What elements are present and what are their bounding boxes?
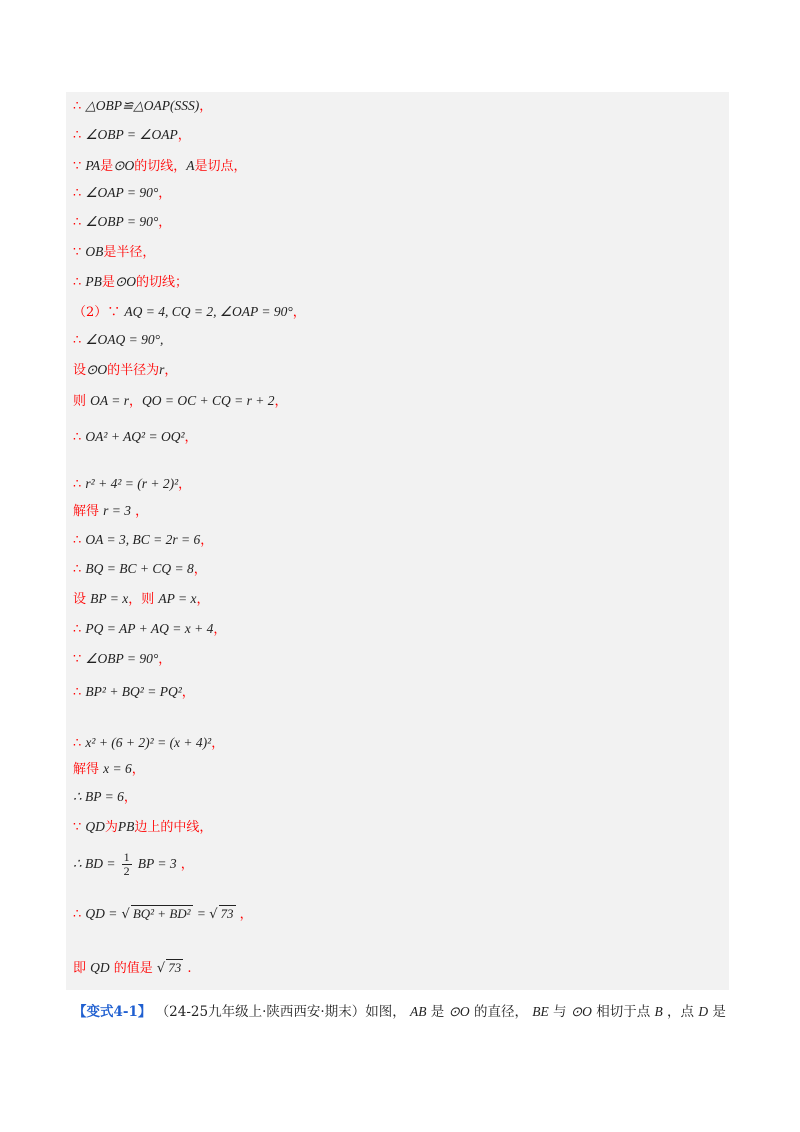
solution-text: 是 (100, 159, 114, 174)
solution-line (73, 389, 288, 413)
solution-line (73, 757, 145, 781)
solution-math: ∠OBP = 90° (85, 651, 159, 666)
solution-line (73, 328, 163, 352)
solution-math: BP = x (90, 591, 129, 606)
solution-math: QD (85, 819, 105, 834)
solution-text: ， (211, 736, 225, 751)
sqrt-sign-icon: √ (156, 961, 166, 976)
solution-text: ， (181, 685, 195, 700)
solution-math: x = 6 (103, 761, 132, 776)
problem-source: （24-25九年级上·陕西西安·期末）如图， (155, 1004, 406, 1020)
solution-math: ∠OBP = 90° (85, 214, 159, 229)
solution-text: ， (177, 128, 191, 143)
solution-math: ∠OAQ = 90°, (85, 332, 164, 347)
solution-line (73, 94, 212, 118)
solution-math: ⊙O (114, 274, 136, 289)
solution-math: ⊙O (113, 158, 135, 173)
solution-math: r (159, 362, 165, 377)
footer-text-3: 与 (553, 1004, 567, 1020)
solution-line (73, 181, 171, 205)
solution-math: r² + 4² = (r + 2)² (85, 476, 179, 491)
footer-text-2: 的直径， (473, 1004, 528, 1020)
solution-line (73, 300, 306, 324)
qd-line-tail: ， (239, 907, 253, 922)
solution-line (73, 731, 224, 755)
solution-text: ∴ (73, 622, 86, 637)
solution-text: 设 (73, 592, 91, 607)
solution-line (73, 425, 198, 449)
solution-text: ∴ (73, 215, 86, 230)
solution-math: ∠OBP = ∠OAP (85, 127, 178, 142)
solution-line (73, 240, 155, 264)
footer-math-b: B (654, 1004, 663, 1019)
solution-math: BQ = BC + CQ = 8 (85, 561, 194, 576)
solution-text: ， (164, 363, 178, 378)
one-half-fraction (122, 851, 132, 878)
solution-math: ⊙O (86, 362, 108, 377)
sqrt-sign-icon: √ (121, 907, 130, 922)
solution-text: ， (184, 430, 198, 445)
solution-text: ∵ (73, 820, 86, 835)
radicand-bq-bd: BQ² + BD² (132, 906, 191, 921)
solution-text: ∴ (73, 128, 86, 143)
next-problem-footer (73, 1000, 726, 1024)
solution-math: BP² + BQ² = PQ² (85, 684, 182, 699)
solution-text: ， (292, 305, 306, 320)
solution-line (73, 557, 207, 581)
solution-math: ∴ BP = 6 (73, 789, 124, 804)
solution-text: ， (200, 533, 214, 548)
solution-text: 是 (101, 275, 115, 290)
radicand-73: 73 (220, 906, 234, 921)
solution-line (73, 528, 213, 552)
solution-text: ， (158, 215, 172, 230)
solution-text: ， (196, 592, 210, 607)
solution-line (73, 647, 171, 671)
solution-text: ， (131, 504, 149, 519)
solution-math: AQ = 4, CQ = 2, ∠OAP = 90° (124, 304, 293, 319)
bd-tail: ， (180, 857, 194, 872)
fraction-numerator: 1 (123, 850, 130, 864)
solution-text: 边上的中线， (134, 820, 213, 835)
answer-period: . (187, 961, 192, 976)
solution-text: 是切点， (194, 159, 247, 174)
solution-line (73, 617, 226, 641)
solution-text: 为 (104, 820, 118, 835)
solution-text: 的半径为 (107, 363, 160, 378)
solution-text: ∴ (73, 477, 86, 492)
solution-math: OA = 3, BC = 2r = 6 (85, 532, 201, 547)
solution-math: PB (85, 274, 102, 289)
solution-text: （2）∵ (73, 305, 125, 320)
bd-fraction-line (73, 850, 194, 878)
solution-line (73, 499, 148, 523)
solution-line (73, 270, 188, 294)
solution-text: ， (158, 186, 172, 201)
solution-text: ∴ (73, 99, 86, 114)
solution-text: ， (274, 394, 288, 409)
solution-math: OB (85, 244, 104, 259)
solution-line (73, 815, 212, 839)
footer-text-1: 是 (430, 1004, 445, 1020)
answer-middle: 的值是 (113, 961, 157, 976)
solution-math: r = 3 (103, 503, 132, 518)
solution-text: ∴ (73, 562, 86, 577)
footer-math-ab: AB (410, 1004, 427, 1019)
bd-post: BP = 3 (137, 856, 177, 871)
solution-text: 的切线， (134, 159, 187, 174)
solution-math: △OBP≌△OAP(SSS) (85, 98, 200, 113)
solution-text: 解得 (73, 504, 104, 519)
solution-text: ， (158, 652, 172, 667)
solution-line (73, 210, 171, 234)
solution-text: ，则 (128, 592, 159, 607)
solution-text: ， (131, 762, 145, 777)
footer-math-be: BE (532, 1004, 549, 1019)
variant-tag: 【变式4-1】 (73, 1004, 152, 1020)
solution-text: 是半径， (103, 245, 156, 260)
solution-text: ∴ (73, 533, 86, 548)
solution-text: ， (129, 394, 143, 409)
solution-text: ∵ (73, 159, 86, 174)
solution-text: ∴ (73, 685, 86, 700)
solution-math: ∠OAP = 90° (85, 185, 159, 200)
footer-math-d: D (698, 1004, 709, 1019)
solution-text: ∴ (73, 186, 86, 201)
solution-text: 解得 (73, 762, 104, 777)
solution-line (73, 154, 247, 178)
solution-text: ， (199, 99, 213, 114)
qd-sqrt-line (73, 902, 253, 926)
solution-text: 设 (73, 363, 87, 378)
solution-line (73, 785, 137, 809)
answer-variable: QD (90, 960, 110, 975)
solution-text: ∴ (73, 275, 86, 290)
solution-text: ， (193, 562, 207, 577)
solution-math: OA = r (90, 393, 130, 408)
fraction-denominator: 2 (123, 864, 130, 878)
solution-line (73, 358, 177, 382)
solution-text: ∵ (73, 652, 86, 667)
solution-math: PB (117, 819, 135, 834)
answer-radicand: 73 (168, 960, 182, 975)
answer-prefix: 即 (73, 961, 91, 976)
qd-line-equals: = (196, 906, 210, 921)
solution-text: ， (213, 622, 227, 637)
solution-line (73, 123, 191, 147)
footer-math-circle-2: ⊙O (570, 1004, 592, 1019)
bd-pre: ∴ BD = (73, 856, 116, 871)
solution-math: OA² + AQ² = OQ² (85, 429, 185, 444)
sqrt-sign-icon: √ (209, 907, 218, 922)
solution-text: ， (123, 790, 137, 805)
solution-math: x² + (6 + 2)² = (x + 4)² (85, 735, 212, 750)
solution-text: 的切线； (135, 275, 188, 290)
solution-math: AP = x (158, 591, 197, 606)
solution-math: QO = OC + CQ = r + 2 (142, 393, 275, 408)
solution-text: ∵ (73, 245, 86, 260)
solution-line (73, 587, 210, 611)
footer-math-circle-1: ⊙O (448, 1004, 470, 1019)
solution-text: ∴ (73, 736, 86, 751)
qd-line-pre: QD = (85, 906, 118, 921)
answer-line (73, 956, 192, 980)
qd-line-therefore: ∴ (73, 907, 86, 922)
footer-text-4: 相切于点 (596, 1004, 651, 1020)
footer-text-6: 是 (712, 1004, 726, 1020)
solution-math: PA (85, 158, 101, 173)
solution-math: PQ = AP + AQ = x + 4 (85, 621, 214, 636)
footer-text-5: ，点 (667, 1004, 695, 1020)
solution-math: A (186, 158, 195, 173)
solution-text: ∴ (73, 430, 86, 445)
solution-line (73, 680, 195, 704)
solution-text: 则 (73, 394, 91, 409)
solution-text: ∴ (73, 333, 86, 348)
solution-line (73, 472, 191, 496)
solution-text: ， (178, 477, 192, 492)
